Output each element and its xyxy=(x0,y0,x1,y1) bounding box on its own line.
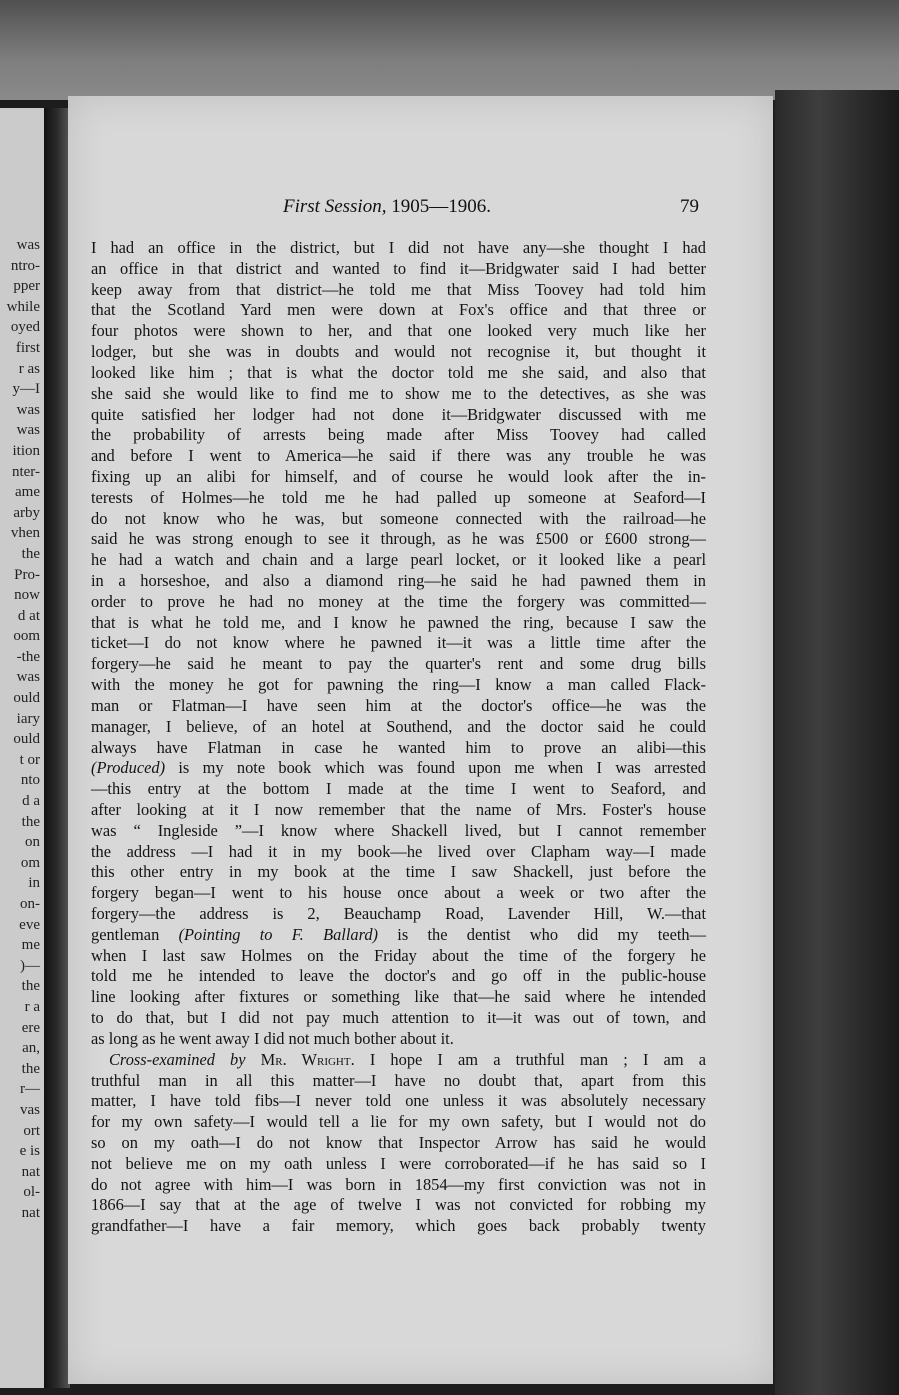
text-line-content: that the Scotland Yard men were down at Fox's office and that three or xyxy=(91,300,706,320)
text-line-content: manager, I believe, of an hotel at Southend, and the doctor said he could xyxy=(91,716,706,736)
facing-page-fragment: the xyxy=(21,978,40,995)
facing-page-fragment: the xyxy=(21,545,40,562)
facing-page-fragment: was xyxy=(16,401,40,418)
text-line xyxy=(91,946,706,967)
italic-phrase: Cross-examined by xyxy=(109,1049,246,1069)
facing-page-fragment: arby xyxy=(13,504,40,521)
text-line xyxy=(91,550,706,571)
text-line xyxy=(91,446,706,467)
session-years: 1905—1906. xyxy=(391,196,491,217)
text-line-content: do not know who he was, but someone connected with the railroad—he xyxy=(91,508,706,528)
text-line xyxy=(91,1112,706,1133)
text-line xyxy=(91,675,706,696)
facing-page-fragment: nat xyxy=(21,1204,40,1221)
text-line xyxy=(91,488,706,509)
text-line xyxy=(91,321,706,342)
text-line-content: fixing up an alibi for himself, and of course he would look after the in- xyxy=(91,466,706,486)
text-line xyxy=(91,738,706,759)
facing-page-fragment: ol- xyxy=(23,1184,40,1201)
text-line-content: —this entry at the bottom I made at the time I went to Seaford, and xyxy=(91,779,706,799)
text-line xyxy=(91,342,706,363)
text-line xyxy=(91,238,706,259)
text-line xyxy=(91,1154,706,1175)
text-line xyxy=(91,779,706,800)
text-line xyxy=(91,405,706,426)
text-line-content: he had a watch and chain and a large pearl locket, or it looked like a pearl xyxy=(91,550,706,570)
text-line xyxy=(91,842,706,863)
text-line-content: this other entry in my book at the time I saw Shackell, just before the xyxy=(91,862,706,882)
text-line xyxy=(91,966,706,987)
text-line-content: to do that, but I did not pay much attention to it—it was out of town, and xyxy=(91,1008,706,1028)
text-line-content: truthful man in all this matter—I have no doubt that, apart from this xyxy=(91,1070,706,1090)
facing-page-fragment: while xyxy=(6,298,40,315)
text-line-content: that is what he told me, and I know he pawned the ring, because I saw the xyxy=(91,612,706,632)
facing-page-fragment: iary xyxy=(16,710,40,727)
text-line xyxy=(91,696,706,717)
text-line-content: and before I went to America—he said if there was any trouble he was xyxy=(91,446,706,466)
text-line xyxy=(91,925,706,946)
scan-background-top xyxy=(0,0,899,100)
facing-page-fragment: ame xyxy=(15,484,40,501)
facing-page-fragment: e is xyxy=(19,1143,40,1160)
scan-background-right xyxy=(775,90,899,1395)
text-line xyxy=(91,654,706,675)
facing-page-fragment: the xyxy=(21,813,40,830)
book-gutter xyxy=(44,108,70,1388)
text-line-content: I had an office in the district, but I did not have any—she thought I had xyxy=(91,238,706,257)
text-line xyxy=(91,1133,706,1154)
facing-page-fragment: ition xyxy=(12,442,40,459)
page-number: 79 xyxy=(680,196,699,217)
facing-page-fragment: y—I xyxy=(12,381,40,398)
session-title: First Session, xyxy=(283,196,387,217)
text-line-content: looked like him ; that is what the doctor told me she said, and also that xyxy=(91,362,706,382)
text-line-content: I hope I am a truthful man ; I am a xyxy=(354,1049,706,1069)
text-line-content: in a horseshoe, and also a diamond ring—he said he had pawned them in xyxy=(91,571,706,590)
facing-page-fragment: ould xyxy=(13,731,40,748)
facing-page-fragment: ntro- xyxy=(10,257,40,274)
text-line xyxy=(91,613,706,634)
text-line xyxy=(91,300,706,321)
text-line xyxy=(91,1216,706,1237)
text-line xyxy=(91,384,706,405)
italic-phrase: (Produced) xyxy=(91,758,166,778)
facing-page-fragment: Pro- xyxy=(14,566,40,583)
text-line-content: forgery began—I went to his house once about a week or two after the xyxy=(91,883,706,903)
text-line xyxy=(91,1050,706,1071)
text-line xyxy=(91,883,706,904)
text-line-content: forgery—the address is 2, Beauchamp Road, Lavender Hill, W.—that xyxy=(91,904,706,923)
facing-page-fragment: on- xyxy=(20,896,40,912)
facing-page-edge xyxy=(0,108,44,1388)
testimony-text xyxy=(91,238,706,1237)
facing-page-fragment: oyed xyxy=(10,319,40,336)
facing-page-fragment: )— xyxy=(20,957,40,974)
facing-page-fragment: r— xyxy=(20,1081,40,1098)
text-line xyxy=(91,529,706,550)
facing-page-fragment: an, xyxy=(22,1040,40,1057)
text-line xyxy=(91,425,706,446)
facing-page-fragment: was xyxy=(16,422,40,439)
text-line-content: for my own safety—I would tell a lie for my own safety, but I would not do xyxy=(91,1112,706,1132)
text-line-content: terests of Holmes—he told me he had palled up someone at Seaford—I xyxy=(91,487,706,507)
running-head xyxy=(68,196,773,222)
text-line-content: quite satisfied her lodger had not done it—Bridgwater discussed with me xyxy=(91,404,706,424)
text-line-content: grandfather—I have a fair memory, which goes back probably twenty xyxy=(91,1216,706,1236)
text-line xyxy=(91,1195,706,1216)
text-line-content: man or Flatman—I have seen him at the doctor's office—he was the xyxy=(91,695,706,715)
text-line-content: said he was strong enough to see it through, as he was £500 or £600 strong— xyxy=(91,529,706,549)
facing-page-fragment: oom xyxy=(13,628,40,645)
facing-page-fragment: was xyxy=(16,237,40,253)
text-line xyxy=(91,467,706,488)
text-line xyxy=(91,1008,706,1029)
text-line-content: as long as he went away I did not much bother about it. xyxy=(91,1028,454,1048)
text-line xyxy=(91,1091,706,1112)
facing-page-fragment: on xyxy=(25,834,40,851)
facing-page-fragment: was xyxy=(16,669,40,686)
text-line-content: the address —I had it in my book—he lived over Clapham way—I made xyxy=(91,841,706,861)
text-line-content: is the dentist who did my teeth— xyxy=(378,924,706,944)
facing-page-fragment: eve xyxy=(19,916,40,933)
text-line xyxy=(91,987,706,1008)
text-line-content: when I last saw Holmes on the Friday about the time of the forgery he xyxy=(91,945,706,965)
text-line-content: four photos were shown to her, and that one looked very much like her xyxy=(91,321,706,341)
facing-page-fragment: first xyxy=(15,339,40,356)
text-line-content: line looking after fixtures or something like that—he said where he intended xyxy=(91,987,706,1007)
facing-page-fragment: nat xyxy=(21,1163,40,1180)
text-line-content: the probability of arrests being made after Miss Toovey had called xyxy=(91,425,706,445)
facing-page-fragment: d at xyxy=(17,607,40,624)
facing-page-fragment: nter- xyxy=(11,463,40,480)
text-line xyxy=(91,800,706,821)
text-line-content: so on my oath—I do not know that Inspector Arrow has said he would xyxy=(91,1132,706,1152)
facing-page-fragment: vas xyxy=(20,1101,40,1118)
facing-page-fragment: ere xyxy=(21,1019,40,1036)
text-line xyxy=(91,904,706,925)
facing-page-fragment: om xyxy=(20,854,40,871)
text-line-content: with the money he got for pawning the ring—I know a man called Flack- xyxy=(91,675,706,695)
facing-page-fragment: -the xyxy=(16,648,40,665)
facing-page-fragment: r as xyxy=(18,360,40,377)
text-line xyxy=(91,633,706,654)
text-line-content: do not agree with him—I was born in 1854—my first conviction was not in xyxy=(91,1174,706,1194)
facing-page-fragment: r a xyxy=(24,998,40,1015)
text-line-content: 1866—I say that at the age of twelve I was not convicted for robbing my xyxy=(91,1195,706,1215)
text-line-content: keep away from that district—he told me that Miss Toovey had told him xyxy=(91,279,706,299)
text-line-content: order to prove he had no money at the time the forgery was committed— xyxy=(91,591,706,611)
text-line-content: is my note book which was found upon me when I was arrested xyxy=(165,758,706,778)
text-line xyxy=(91,571,706,592)
facing-page-fragment: nto xyxy=(20,772,40,789)
text-line xyxy=(91,821,706,842)
text-line-content: was “ Ingleside ”—I know where Shackell lived, but I cannot remember xyxy=(91,820,706,840)
text-line xyxy=(91,1175,706,1196)
facing-page-fragment: vhen xyxy=(10,525,40,542)
facing-page-fragment: in xyxy=(28,875,40,892)
text-line-prefix: gentleman xyxy=(91,924,179,944)
facing-page-fragment: t or xyxy=(19,751,40,768)
facing-page-fragment: me xyxy=(21,937,40,954)
text-line-content: matter, I have told fibs—I never told one unless it was absolutely necessary xyxy=(91,1091,706,1111)
text-line-content: not believe me on my oath unless I were corroborated—if he has said so I xyxy=(91,1153,706,1173)
text-line-content: always have Flatman in case he wanted him to prove an alibi—this xyxy=(91,737,706,757)
facing-page-fragment: pper xyxy=(13,278,40,295)
facing-page-fragment: d a xyxy=(22,793,40,810)
text-line-content: told me he intended to leave the doctor's and go off in the public-house xyxy=(91,966,706,986)
facing-page-fragment: ould xyxy=(13,690,40,707)
facing-page-fragment: the xyxy=(21,1060,40,1077)
italic-phrase: (Pointing to F. Ballard) xyxy=(178,924,378,944)
text-line xyxy=(91,592,706,613)
facing-page-fragment: ort xyxy=(23,1122,40,1139)
text-line-content: an office in that district and wanted to find it—Bridgwater said I had better xyxy=(91,258,706,278)
text-line-content: after looking at it I now remember that the name of Mrs. Foster's house xyxy=(91,799,706,819)
text-line xyxy=(91,717,706,738)
text-line-content: she said she would like to find me to show me to the detectives, as she was xyxy=(91,383,706,403)
text-line-content: forgery—he said he meant to pay the quarter's rent and some drug bills xyxy=(91,654,706,674)
text-line xyxy=(91,363,706,384)
text-line xyxy=(91,1071,706,1092)
text-line-content: ticket—I do not know where he pawned it—it was a little time after the xyxy=(91,633,706,653)
text-line xyxy=(91,758,706,779)
text-line xyxy=(91,280,706,301)
book-page xyxy=(68,96,773,1384)
text-line xyxy=(91,1029,706,1050)
text-line-content: lodger, but she was in doubts and would not recognise it, but thought it xyxy=(91,342,706,362)
text-line xyxy=(91,259,706,280)
text-line xyxy=(91,862,706,883)
counsel-name: Mr. Wright. xyxy=(245,1049,355,1069)
facing-page-fragment: now xyxy=(14,587,40,604)
text-line xyxy=(91,509,706,530)
running-head-title xyxy=(283,196,491,218)
